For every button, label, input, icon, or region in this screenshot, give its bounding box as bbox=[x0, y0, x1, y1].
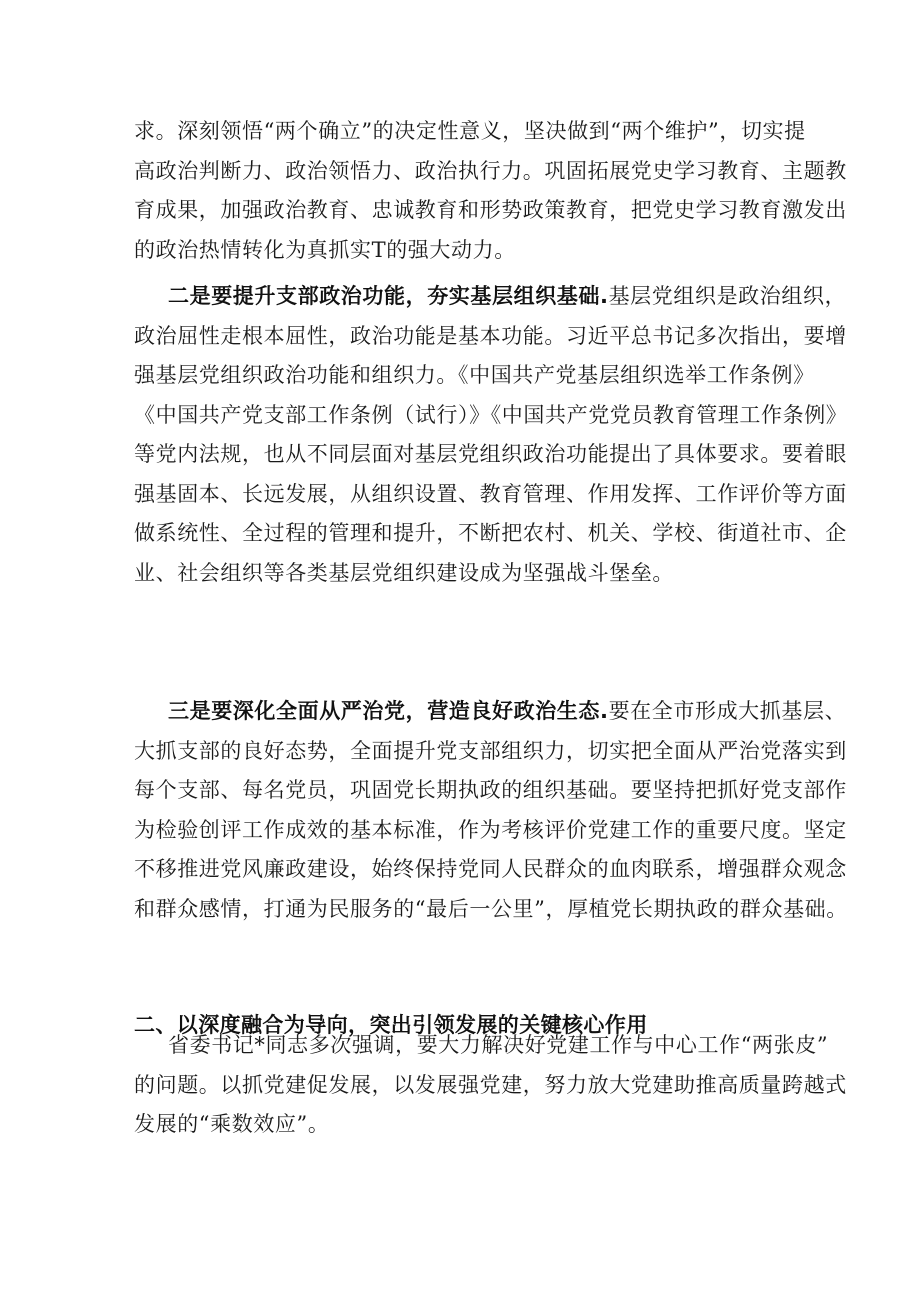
paragraph-first-line: 省委书记*同志多次强调，要大力解决好党建工作与中心工作“两张皮” bbox=[168, 1033, 829, 1057]
paragraph-1 bbox=[134, 112, 847, 270]
paragraph-lead-line bbox=[134, 277, 847, 317]
paragraph-line: 的问题。以抓党建促发展，以发展强党建，努力放大党建助推高质量跨越式 bbox=[134, 1072, 847, 1097]
paragraph-line: 育成果，加强政治教育、忠诚教育和形势政策教育，把党史学习教育激发出 bbox=[134, 198, 847, 222]
paragraph-line: 强基层党组织政治功能和组织力。《中国共产党基层组织选举工作条例》 bbox=[134, 363, 815, 387]
paragraph-line: 求。深刻领悟“两个确立”的决定性意义，坚决做到“两个维护”，切实提 bbox=[134, 119, 806, 143]
paragraph-lead-line bbox=[134, 692, 847, 732]
paragraph-lead-rest: 基层党组织是政治组织， bbox=[608, 284, 847, 308]
paragraph-line: 和群众感情，打通为民服务的“最后一公里”，厚植党长期执政的群众基础。 bbox=[134, 896, 848, 921]
paragraph-line: 业、社会组织等各类基层党组织建设成为坚强战斗堡垒。 bbox=[134, 560, 674, 585]
paragraph-lead: 三是要深化全面从严治党，营造良好政治生态. bbox=[168, 699, 609, 723]
paragraph-line: 发展的“乘数效应”。 bbox=[134, 1112, 330, 1136]
paragraph-3 bbox=[134, 692, 848, 929]
paragraph-line: 大抓支部的良好态势，全面提升党支部组织力，切实把全面从严治党落实到 bbox=[134, 738, 847, 763]
paragraph-line: 政治屈性走根本屈性，政治功能是基本功能。习近平总书记多次指出，要增 bbox=[134, 323, 847, 348]
paragraph-line: 为检验创评工作成效的基本标准，作为考核评价党建工作的重要尺度。坚定 bbox=[134, 817, 847, 842]
paragraph-line: 做系统性、全过程的管理和提升，不断把农村、机关、学校、街道社市、企 bbox=[134, 521, 847, 545]
paragraph-line: 的政治热情转化为真抓实T的强大动力。 bbox=[134, 237, 516, 262]
paragraph-line: 每个支部、每名党员，巩固党长期执政的组织基础。要坚持把抓好党支部作 bbox=[134, 778, 847, 802]
section-heading: 二、以深度融合为导向，突出引领发展的关键核心作用 bbox=[134, 1013, 648, 1037]
paragraph-line: 强基固本、长远发展，从组织设置、教育管理、作用发挥、工作评价等方面 bbox=[134, 481, 847, 506]
paragraph-line: 不移推进党风廉政建设，始终保持党同人民群众的血肉联系，增强群众观念 bbox=[134, 857, 847, 881]
paragraph-2 bbox=[134, 277, 848, 593]
paragraph-line: 高政治判断力、政治领悟力、政治执行力。巩固拓展党史学习教育、主题教 bbox=[134, 158, 847, 183]
paragraph-line: 等党内法规，也从不同层面对基层党组织政治功能提出了具体要求。要着眼 bbox=[134, 442, 847, 466]
paragraph-lead: 二是要提升支部政治功能，夯实基层组织基础. bbox=[168, 284, 609, 308]
paragraph-line: 《中国共产党支部工作条例（试行）》《中国共产党党员教育管理工作条例》 bbox=[134, 402, 848, 427]
paragraph-lead-rest: 要在全市形成大抓基层、 bbox=[608, 699, 847, 723]
paragraph-4 bbox=[134, 1026, 847, 1145]
